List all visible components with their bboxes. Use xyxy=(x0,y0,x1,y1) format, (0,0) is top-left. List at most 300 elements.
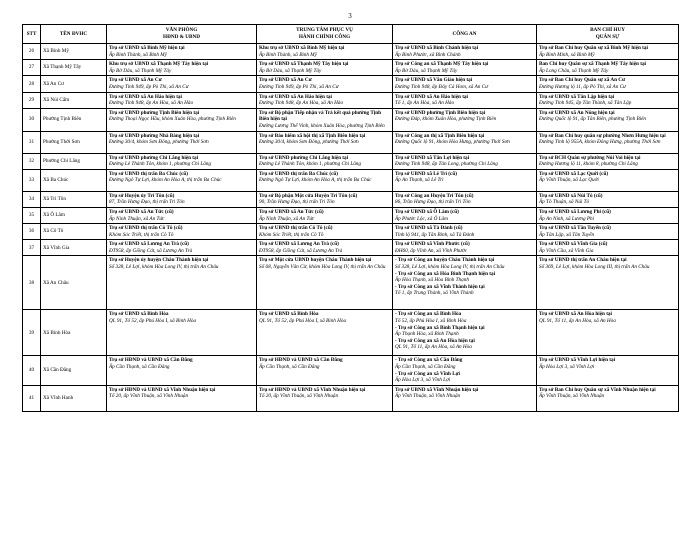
entry-address: Ấp Bờ Dâu, xã Thạnh Mỹ Tây xyxy=(109,67,172,74)
military-cell xyxy=(537,240,679,256)
unit-name-cell: Xã An Châu xyxy=(41,256,107,310)
military-cell xyxy=(537,207,679,223)
police-cell xyxy=(393,207,537,223)
office-cell xyxy=(107,76,257,92)
entry-title: Trụ sở Ban Chỉ huy Quân sự xã Bình Mỹ hiện tại xyxy=(539,45,648,51)
entry-address: Ấp Bình Thành, xã Bình Mỹ xyxy=(109,51,167,58)
military-cell xyxy=(537,385,679,411)
entry-address: Khóm Sóc Triết, thị trấn Cô Tô xyxy=(259,231,324,238)
entry xyxy=(539,61,676,74)
stt-cell: 27 xyxy=(23,60,41,76)
entry-title: - Trụ sở Công an xã Vĩnh Thành hiện tại xyxy=(395,283,485,290)
entry-address: ĐT958, ấp Giồng Cát, xã Lương An Trà xyxy=(259,247,343,254)
entry xyxy=(395,325,534,338)
entry xyxy=(395,257,534,270)
entry xyxy=(109,155,254,168)
stt-cell: 33 xyxy=(23,169,41,191)
entry-title: Trụ sở Ban Chỉ huy quân sự phường Nhơn Hưng hiện tại xyxy=(539,132,666,139)
entry-title: Trụ sở UBND thị trấn Cô Tô (cũ) xyxy=(109,225,183,232)
entry-address: Đường Quốc lộ 91, khóm Hòa Hưng, phường Thới Sơn xyxy=(395,139,510,146)
entry-title: Trụ sở Huyện ủy huyện Châu Thành hiện tại xyxy=(109,257,209,264)
entry-title: Trụ sở UBND xã An Cư xyxy=(109,77,162,84)
entry xyxy=(539,171,676,184)
entry-address: ĐT958, ấp Giồng Cát, xã Lương An Trà xyxy=(109,247,193,254)
table-row xyxy=(23,310,679,356)
entry-title: Trụ sở Ban Chỉ huy Quân sự xã An Cư xyxy=(539,77,626,84)
entry-address: Đường Lê Thánh Tôn, khóm 1, phường Chi Lăng xyxy=(259,161,361,168)
unit-name-cell: Xã Vĩnh Hanh xyxy=(41,385,107,411)
entry-title: Trụ sở UBND xã Vĩnh Lợi hiện tại xyxy=(539,357,616,364)
entry-address: Số 328, Lê Lợi, khóm Hòa Long IV, thị trấn An Châu xyxy=(395,264,505,271)
entry xyxy=(259,94,390,107)
military-cell xyxy=(537,356,679,385)
service-center-cell xyxy=(257,92,393,108)
entry xyxy=(539,155,676,168)
entry-title: Trụ sở UBND xã An Cư xyxy=(259,77,312,84)
entry xyxy=(259,225,390,238)
entry-address: Ấp Tô Thuận, xã Núi Tô xyxy=(539,199,590,206)
table-header-row xyxy=(23,25,679,44)
entry-title: Trụ sở HĐND và UBND xã Vĩnh Nhuận hiện tại xyxy=(109,386,216,393)
office-cell xyxy=(107,356,257,385)
entry xyxy=(395,94,534,107)
entry-address: Đường Tỉnh 948, ấp An Hòa, xã An Hảo xyxy=(109,100,194,107)
entry-title: Trụ sở Công an thị xã Tịnh Biên hiện tại xyxy=(395,132,485,139)
entry xyxy=(395,45,534,58)
office-cell xyxy=(107,191,257,207)
entry xyxy=(539,94,676,107)
stt-cell: 26 xyxy=(23,44,41,60)
service-center-cell xyxy=(257,385,393,411)
entry xyxy=(259,61,390,74)
office-cell xyxy=(107,224,257,240)
table-row xyxy=(23,153,679,169)
entry-title: Trụ sở UBND phường Nhà Bàng hiện tại xyxy=(109,132,200,139)
table-row xyxy=(23,191,679,207)
entry-address: Đường Tỉnh 948, ấp An Hòa, xã An Hảo xyxy=(259,100,344,107)
entry-title: Trụ sở UBND xã Bình Mỹ hiện tại xyxy=(109,45,185,51)
entry xyxy=(395,61,534,74)
entry-address: Đường Tỉnh 945, ấp Tân Thành, xã Tân Lập xyxy=(539,100,632,107)
entry-address: Ấp Cần Thạnh, xã Cần Đăng xyxy=(259,364,320,371)
entry-address: Tổ 1, ấp An Hòa, xã An Hảo xyxy=(395,100,455,107)
service-center-cell xyxy=(257,153,393,169)
table-row xyxy=(23,44,679,60)
entry-title: Trụ sở UBND xã Thạnh Mỹ Tây hiện tại xyxy=(259,61,349,68)
entry-address: Ấp Bình Minh, xã Bình Mỹ xyxy=(539,51,595,58)
entry xyxy=(109,387,254,400)
entry-title: Trụ sở UBND xã Ô Lâm (cũ) xyxy=(395,208,459,215)
military-cell xyxy=(537,60,679,76)
entry-address: Đường Đáp, khóm Xuân Hòa, phường Tịnh Biên xyxy=(395,116,497,123)
table-row xyxy=(23,240,679,256)
entry-address: Đường Tỉnh 949, ấp Pò Thi, xã An Cư xyxy=(259,83,339,90)
entry xyxy=(539,225,676,238)
military-cell xyxy=(537,256,679,310)
entry-title: Trụ sở UBND xã Tân Tuyến (cũ) xyxy=(539,225,611,232)
office-cell xyxy=(107,169,257,191)
police-cell xyxy=(393,108,537,131)
stt-cell: 39 xyxy=(23,310,41,356)
office-cell xyxy=(107,153,257,169)
entry-title: Trụ sở UBND thị trấn An Châu hiện tại xyxy=(539,257,627,264)
entry xyxy=(539,77,676,90)
entry xyxy=(395,110,534,123)
header-police: CÔNG AN xyxy=(393,25,537,44)
entry xyxy=(395,371,534,384)
entry-title: - Trụ sở Công an xã An Hòa hiện tại xyxy=(395,337,475,344)
entry-title: Trụ sở UBND phường Chi Lăng hiện tại xyxy=(109,154,199,161)
entry-address: Ấp Vĩnh Cầu, xã Vĩnh Gia xyxy=(539,247,594,254)
entry-title: Khu trụ sở UBND xã Thạnh Mỹ Tây hiện tại xyxy=(109,61,209,68)
entry xyxy=(259,133,390,146)
entry xyxy=(539,311,676,324)
entry xyxy=(395,284,534,297)
table-row xyxy=(23,131,679,153)
police-cell xyxy=(393,92,537,108)
entry xyxy=(539,357,676,370)
table-row xyxy=(23,76,679,92)
entry xyxy=(259,193,390,206)
entry-address: Số 68, Nguyễn Văn Cừ, khóm Hòa Long IV, thị trấn An Châu xyxy=(259,264,386,271)
police-cell xyxy=(393,310,537,356)
entry-title: Trụ sở HĐND và UBND xã Cần Đăng xyxy=(109,357,193,364)
entry-address: Ấp Hòa Lợi 3, xã Vĩnh Lợi xyxy=(539,364,595,371)
entry-address: Ấp Hòa Lợi 3, xã Vĩnh Lợi xyxy=(395,377,451,384)
military-cell xyxy=(537,310,679,356)
entry-address: Đường Tỉnh 948, ấp Tân Long, phường Chi Lăng xyxy=(395,161,498,168)
entry-title: Trụ sở Công an Huyện Tri Tôn (cũ) xyxy=(395,192,474,199)
entry-address: ĐH60, ấp Vĩnh An, xã Vĩnh Phước xyxy=(395,247,468,254)
entry-address: Đường Ngô Tự Lợi, khóm An Hòa A, thị trấn Ba Chúc xyxy=(109,177,222,184)
entry xyxy=(395,209,534,222)
entry-title: - Trụ sở Công an xã Vĩnh Lợi xyxy=(395,370,460,377)
office-cell xyxy=(107,131,257,153)
entry-address: Đường Lương Thế Vinh, khóm Xuân Hòa, phường Tịnh Biên xyxy=(259,122,385,129)
entry xyxy=(109,209,254,222)
entry xyxy=(395,77,534,90)
stt-cell: 31 xyxy=(23,131,41,153)
military-cell xyxy=(537,108,679,131)
entry xyxy=(259,357,390,370)
entry xyxy=(539,257,676,270)
entry xyxy=(259,241,390,254)
entry xyxy=(109,193,254,206)
police-cell xyxy=(393,240,537,256)
stt-cell: 34 xyxy=(23,191,41,207)
entry-address: Đường 30/4, khóm Sơn Đông, phường Thới Sơn xyxy=(259,139,359,146)
unit-name-cell: Phường Tịnh Biên xyxy=(41,108,107,131)
police-cell xyxy=(393,169,537,191)
entry-address: Ấp Tân Lập, xã Tân Tuyến xyxy=(539,231,595,238)
entry-title: - Trụ sở Công an xã Bình Thạnh hiện tại xyxy=(395,324,485,331)
table-row xyxy=(23,256,679,310)
military-cell xyxy=(537,76,679,92)
entry-address: Ấp Hòa Thạnh, xã Hòa Bình Thạnh xyxy=(395,277,469,284)
stt-cell: 38 xyxy=(23,256,41,310)
entry-title: - Trụ sở Công an xã Hòa Bình Thạnh hiện tại xyxy=(395,270,496,277)
entry-address: Đường Tỉnh 949, ấp Pò Thi, xã An Cư xyxy=(109,83,189,90)
entry xyxy=(395,155,534,168)
entry-address: Đường 30/4, khóm Sơn Đông, phường Thới Sơn xyxy=(109,139,209,146)
stt-cell: 28 xyxy=(23,76,41,92)
entry-address: Tổ 52, ấp Phú Hòa I, xã Bình Hòa xyxy=(395,318,467,325)
entry-title: Trụ sở UBND xã Tà Đảnh (cũ) xyxy=(395,225,463,232)
service-center-cell xyxy=(257,60,393,76)
military-cell xyxy=(537,44,679,60)
entry-title: Trụ sở UBND xã Lạc Quới (cũ) xyxy=(539,170,609,177)
unit-name-cell: Xã Ba Chúc xyxy=(41,169,107,191)
service-center-cell xyxy=(257,191,393,207)
entry-address: 87, Trần Hưng Đạo, thị trấn Tri Tôn xyxy=(109,199,185,206)
unit-name-cell: Phường Thới Sơn xyxy=(41,131,107,153)
entry-address: Ấp Vĩnh Thuận, xã Lạc Quới xyxy=(539,177,599,184)
entry xyxy=(109,241,254,254)
office-cell xyxy=(107,60,257,76)
entry-address: Tỉnh lộ 941, ấp Tân Bình, xã Tà Đảnh xyxy=(395,231,475,238)
unit-name-cell: Xã Ô Lâm xyxy=(41,207,107,223)
entry-address: Ấp Cần Thạnh, xã Cần Đăng xyxy=(109,364,170,371)
entry-address: 90, Trần Hưng Đạo, thị trấn Tri Tôn xyxy=(259,199,335,206)
entry-title: Trụ sở UBND xã Núi Tô (cũ) xyxy=(539,192,603,199)
entry-address: Khóm Sóc Triết, thị trấn Cô Tô xyxy=(109,231,174,238)
table-row xyxy=(23,108,679,131)
entry-address: Tổ 20, ấp Vĩnh Thuận, xã Vĩnh Nhuận xyxy=(259,393,339,400)
entry-address: Ấp Vĩnh Thuận, xã Vĩnh Nhuận xyxy=(539,393,605,400)
entry-address: Ấp Bình Phước, xã Bình Chánh xyxy=(395,51,461,58)
entry-address: Ấp An Ninh, xã Lương Phi xyxy=(539,215,595,222)
entry-title: Trụ sở UBND xã Lương An Trà (cũ) xyxy=(109,241,189,248)
office-cell xyxy=(107,385,257,411)
table-row xyxy=(23,356,679,385)
entry-title: Trụ sở UBND xã Lương Phi (cũ) xyxy=(539,208,611,215)
police-cell xyxy=(393,153,537,169)
entry-address: QL 91, Tổ 52, ấp Phú Hòa I, xã Bình Hòa xyxy=(259,318,347,325)
entry-address: Tổ 1, ấp Trung Thành, xã Vĩnh Thành xyxy=(395,290,474,297)
entry-title: Trụ sở UBND phường Tịnh Biên hiện tại xyxy=(109,109,200,116)
entry-title: - Trụ sở Công an huyện Châu Thành hiện tại xyxy=(395,257,495,264)
unit-name-cell: Xã Thạnh Mỹ Tây xyxy=(41,60,107,76)
entry xyxy=(395,271,534,284)
entry-title: Trụ sở UBND thị trấn Cô Tô (cũ) xyxy=(259,225,333,232)
entry-title: Trụ sở UBND xã Lương An Trà (cũ) xyxy=(259,241,339,248)
entry-address: Ấp Bình Thành, xã Bình Mỹ xyxy=(259,51,317,58)
stt-cell: 37 xyxy=(23,240,41,256)
entry xyxy=(259,77,390,90)
service-center-cell xyxy=(257,169,393,191)
police-cell xyxy=(393,191,537,207)
entry-title: Trụ sở UBND xã An Tức (cũ) xyxy=(259,208,324,215)
entry-title: Trụ sở HĐND và UBND xã Cần Đăng xyxy=(259,357,343,364)
table-row xyxy=(23,224,679,240)
entry-title: Trụ sở UBND phường Chi Lăng hiện tại xyxy=(259,154,349,161)
entry-address: Ấp Ninh Thuận, xã An Tức xyxy=(259,215,315,222)
entry xyxy=(395,357,534,370)
entry xyxy=(109,77,254,90)
entry-title: Trụ sở UBND xã Bình Hòa xyxy=(259,311,319,318)
entry-title: Trụ sở UBND xã An Tức (cũ) xyxy=(109,208,174,215)
office-cell xyxy=(107,92,257,108)
stt-cell: 36 xyxy=(23,224,41,240)
entry-title: Trụ sở UBND xã Vĩnh Gia (cũ) xyxy=(539,241,608,248)
entry-title: Trụ sở UBND xã Bình Hòa xyxy=(109,311,169,318)
entry-address: Đường Hương lộ 11, khóm 8, phường Chi Lăng xyxy=(539,161,638,168)
header-office: VĂN PHÒNG HĐND & UBND xyxy=(107,25,257,44)
entry xyxy=(109,311,254,324)
entry-address: Đường Lê Thánh Tôn, khóm 1, phường Chi Lăng xyxy=(109,161,211,168)
entry-address: 86, Trần Hưng Đạo, thị trấn Tri Tôn xyxy=(395,199,471,206)
entry xyxy=(395,171,534,184)
entry xyxy=(109,94,254,107)
police-cell xyxy=(393,385,537,411)
entry xyxy=(259,387,390,400)
entry-title: Trụ sở Bộ phận Tiếp nhận và Trả kết quả phường Tịnh Biên hiện tại xyxy=(259,109,382,123)
police-cell xyxy=(393,131,537,153)
unit-name-cell: Xã Cần Đăng xyxy=(41,356,107,385)
entry xyxy=(395,387,534,400)
entry-address: Ấp Thạnh Hòa, xã Bình Thạnh xyxy=(395,331,459,338)
entry xyxy=(109,225,254,238)
office-cell xyxy=(107,256,257,310)
unit-name-cell: Xã Tri Tôn xyxy=(41,191,107,207)
entry-address: Số 328, Lê Lợi, khóm Hòa Long IV, thị trấn An Châu xyxy=(109,264,219,271)
unit-name-cell: Xã An Cư xyxy=(41,76,107,92)
entry-title: Trụ sở UBND thị trấn Ba Chúc (cũ) xyxy=(259,170,339,177)
police-cell xyxy=(393,356,537,385)
entry-address: Số 369, Lê Lợi, khóm Hòa Long III, thị trấn An Châu xyxy=(539,264,650,271)
table-row xyxy=(23,92,679,108)
service-center-cell xyxy=(257,256,393,310)
entry-address: Đường Tỉnh lộ 955A, khóm Đông Hưng, phường Thới Sơn xyxy=(539,139,661,146)
entry-address: Ấp Phước Lộc, xã Ô Lâm xyxy=(395,215,448,222)
unit-name-cell: Xã Cô Tô xyxy=(41,224,107,240)
service-center-cell xyxy=(257,207,393,223)
entry-title: Trụ sở BCH Quân sự phường Núi Voi hiện tại xyxy=(539,154,641,161)
table-row xyxy=(23,385,679,411)
entry xyxy=(395,241,534,254)
entry-title: Ban Chỉ huy Quân sự xã Thạnh Mỹ Tây hiện tại xyxy=(539,61,646,68)
entry-title: Trụ sở UBND xã Vĩnh Phước (cũ) xyxy=(395,241,470,248)
service-center-cell xyxy=(257,224,393,240)
military-cell xyxy=(537,153,679,169)
entry-title: Trụ sở UBND thị trấn Ba Chúc (cũ) xyxy=(109,170,189,177)
office-cell xyxy=(107,108,257,131)
entry xyxy=(109,110,254,123)
entry-address: Đường Hương lộ 11, ấp Pò Thi, xã An Cư xyxy=(539,83,626,90)
entry xyxy=(395,311,534,324)
entry-title: Trụ sở UBND xã Văn Giáo hiện tại xyxy=(395,77,473,84)
entry-title: Trụ sở UBND xã An Hảo hiện tại xyxy=(109,93,182,100)
entry-address: Ấp Ninh Thuận, xã An Tức xyxy=(109,215,165,222)
service-center-cell xyxy=(257,131,393,153)
office-cell xyxy=(107,207,257,223)
entry xyxy=(109,171,254,184)
entry xyxy=(109,45,254,58)
entry-title: Trụ sở Công an xã Thạnh Mỹ Tây hiện tại xyxy=(395,61,489,68)
entry-title: Trụ sở UBND xã Vĩnh Nhuận hiện tại xyxy=(395,386,479,393)
header-stt: STT xyxy=(23,25,41,44)
header-service-center: TRUNG TÂM PHỤC VỤ HÀNH CHÍNH CÔNG xyxy=(257,25,393,44)
entry xyxy=(395,133,534,146)
entry xyxy=(539,45,676,58)
entry xyxy=(539,110,676,123)
header-unit-name: TÊN ĐVHC xyxy=(41,25,107,44)
entry xyxy=(259,45,390,58)
unit-name-cell: Xã Bình Mỹ xyxy=(41,44,107,60)
entry-title: Trụ sở UBND xã Tân Lập hiện tại xyxy=(539,93,615,100)
entry xyxy=(395,193,534,206)
entry-title: Trụ sở HĐND và UBND xã Vĩnh Nhuận hiện tại xyxy=(259,386,366,393)
stt-cell: 30 xyxy=(23,108,41,131)
entry-address: Đường Thoại Ngọc Hầu, khóm Xuân Hòa, phường Tịnh Biên xyxy=(109,116,236,123)
service-center-cell xyxy=(257,44,393,60)
entry xyxy=(395,225,534,238)
entry-title: Trụ sở UBND xã Tân Lợi hiện tại xyxy=(395,154,470,161)
stt-cell: 35 xyxy=(23,207,41,223)
stt-cell: 32 xyxy=(23,153,41,169)
office-cell xyxy=(107,44,257,60)
entry xyxy=(259,171,390,184)
entry xyxy=(539,193,676,206)
table-row xyxy=(23,60,679,76)
entry-address: Ấp Cần Thạnh, xã Cần Đăng xyxy=(395,364,456,371)
entry xyxy=(109,257,254,270)
entry-title: Trụ sở Một cửa UBND huyện Châu Thành hiện tại xyxy=(259,257,372,264)
entry-title: Trụ sở Bộ phận Một cửa Huyện Tri Tôn (cũ) xyxy=(259,192,358,199)
entry-address: Đường Ngô Tự Lợi, khóm An Hòa A, thị trấn Ba Chúc xyxy=(259,177,372,184)
service-center-cell xyxy=(257,108,393,131)
entry-title: Trụ sở Huyện ủy Tri Tôn (cũ) xyxy=(109,192,175,199)
military-cell xyxy=(537,191,679,207)
table-row xyxy=(23,169,679,191)
entry xyxy=(109,133,254,146)
police-cell xyxy=(393,44,537,60)
stt-cell: 29 xyxy=(23,92,41,108)
header-military: BAN CHỈ HUY QUÂN SỰ xyxy=(537,25,679,44)
service-center-cell xyxy=(257,76,393,92)
entry-title: Trụ sở Bảo hiểm xã hội thị xã Tịnh Biên hiện tại xyxy=(259,132,366,139)
entry-title: Khu trụ sở UBND xã Bình Mỹ hiện tại xyxy=(259,45,345,51)
entry xyxy=(395,338,534,351)
police-cell xyxy=(393,224,537,240)
entry-title: Trụ sở UBND xã Lê Trì (cũ) xyxy=(395,170,457,177)
entry-title: Trụ sở UBND xã An Hảo hiện tại xyxy=(259,93,332,100)
entry-address: Đường Tỉnh 948, ấp Đây Cà Hom, xã An Cư xyxy=(395,83,488,90)
entry xyxy=(539,241,676,254)
entry-address: Ấp Bờ Dâu, xã Thạnh Mỹ Tây xyxy=(395,67,458,74)
entry-address: Ấp Long Châu, xã Thạnh Mỹ Tây xyxy=(539,67,609,74)
office-cell xyxy=(107,310,257,356)
military-cell xyxy=(537,92,679,108)
entry xyxy=(259,257,390,270)
entry-title: Trụ sở UBND xã An Nông hiện tại xyxy=(539,109,615,116)
entry-address: Ấp Bờ Dâu, xã Thạnh Mỹ Tây xyxy=(259,67,322,74)
entry xyxy=(259,311,390,324)
table-row xyxy=(23,207,679,223)
entry-title: Trụ sở UBND xã An Hòa hiện tại xyxy=(539,311,612,318)
police-cell xyxy=(393,76,537,92)
service-center-cell xyxy=(257,310,393,356)
entry xyxy=(259,209,390,222)
service-center-cell xyxy=(257,240,393,256)
entry xyxy=(259,110,390,130)
entry-address: Tổ 20, ấp Vĩnh Thuận, xã Vĩnh Nhuận xyxy=(109,393,189,400)
entry-address: QL 91, Tổ 52, ấp Phú Hòa I, xã Bình Hòa xyxy=(109,318,197,325)
police-cell xyxy=(393,256,537,310)
entry-title: - Trụ sở Công an xã Bình Hòa xyxy=(395,311,462,318)
stt-cell: 40 xyxy=(23,356,41,385)
entry xyxy=(539,209,676,222)
